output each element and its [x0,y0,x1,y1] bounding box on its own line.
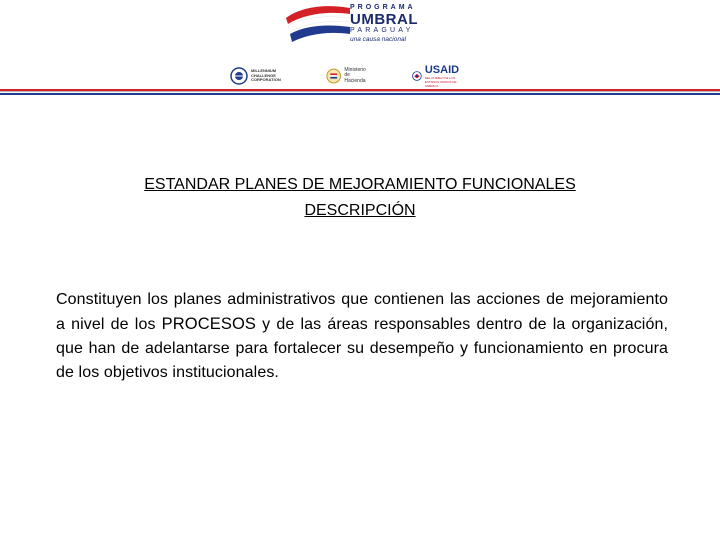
ministerio-logo [326,66,368,86]
ministerio-seal-icon [326,67,341,85]
mcc-emblem-icon [230,67,248,85]
description-text-end: y de las áreas responsables dentro de la organización, que han de adelantarse para fortalecer su desempeño y funcionamiento en procura de los objetivos institucionales. [56,316,668,381]
usaid-wordmark [425,65,467,88]
description-emphasis: PROCESOS [161,315,256,333]
title-line-1: ESTANDAR PLANES DE MEJORAMIENTO FUNCIONALES [144,176,576,193]
usaid-seal-icon [412,67,422,85]
usaid-subtitle: DEL PUEBLO DE LOS ESTADOS UNIDOS DE AMÉRICA [424,75,457,88]
usaid-label: USAID [424,63,460,76]
description-text-start: Constituyen los planes administrativos que contienen las acciones de mejoramiento a nivel de los [56,291,668,333]
header-stripe-blue [0,93,720,95]
slide-title [0,172,720,224]
header-stripe-gray [0,91,720,92]
umbral-logo [282,2,442,46]
logo-umbral-label: UMBRAL [350,11,418,28]
flag-swoosh-icon [282,2,354,46]
ministerio-label: Ministerio de Hacienda [344,66,366,84]
logo-country-label: PARAGUAY [350,27,414,34]
logo-tagline: una causa nacional [350,36,407,43]
description-paragraph [56,288,668,385]
mcc-logo [230,66,281,86]
mcc-label: MILLENNIUM CHALLENGE CORPORATION [251,68,281,83]
logo-program-label: PROGRAMA [350,4,416,11]
usaid-logo [412,63,467,88]
title-line-2: DESCRIPCIÓN [304,202,416,219]
logo-text [350,4,418,44]
